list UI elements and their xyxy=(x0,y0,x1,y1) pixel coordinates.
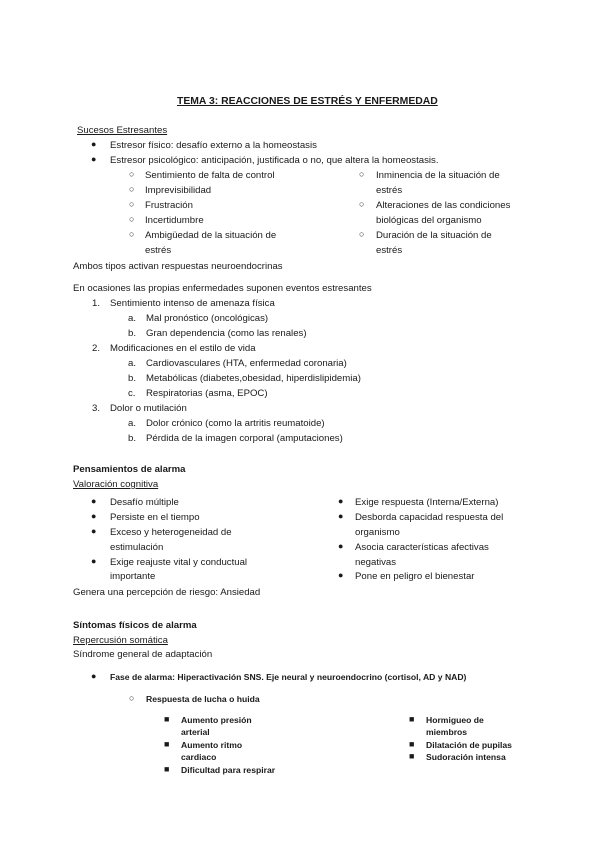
square-bullet-icon: ■ xyxy=(409,751,415,761)
circle-bullet-icon: ○ xyxy=(129,214,135,224)
paragraph: En ocasiones las propias enfermedades suponen eventos estresantes xyxy=(73,283,372,294)
circle-bullet-icon: ○ xyxy=(359,229,365,239)
bullet-icon: ● xyxy=(91,671,97,681)
subsection-heading: Repercusión somática xyxy=(73,635,168,646)
list-item: Sudoración intensa xyxy=(426,752,506,762)
list-letter: c. xyxy=(128,388,136,399)
list-item-continuation: estrés xyxy=(376,185,403,196)
lettered-item: Pérdida de la imagen corporal (amputaciones) xyxy=(146,433,343,444)
list-item-continuation: miembros xyxy=(426,727,468,737)
bullet-icon: ● xyxy=(91,526,97,536)
lettered-item: Metabólicas (diabetes,obesidad, hiperdislipidemia) xyxy=(146,373,361,384)
paragraph: Ambos tipos activan respuestas neuroendocrinas xyxy=(73,261,283,272)
list-item: Dificultad para respirar xyxy=(181,765,276,775)
list-item-continuation: organismo xyxy=(355,527,400,538)
list-item: Aumento ritmo xyxy=(181,740,243,750)
list-item-continuation: arterial xyxy=(181,727,210,737)
list-item: Fase de alarma: Hiperactivación SNS. Eje neural y neuroendocrino (cortisol, AD y NAD) xyxy=(110,672,467,682)
section-heading-sucesos: Sucesos Estresantes xyxy=(77,125,168,136)
circle-bullet-icon: ○ xyxy=(359,199,365,209)
lettered-item: Cardiovasculares (HTA, enfermedad coronaria) xyxy=(146,358,347,369)
list-item: Dilatación de pupilas xyxy=(426,740,512,750)
square-bullet-icon: ■ xyxy=(164,714,170,724)
list-number: 2. xyxy=(92,343,101,354)
bullet-icon: ● xyxy=(91,511,97,521)
circle-bullet-icon: ○ xyxy=(129,693,135,703)
list-item: Respuesta de lucha o huida xyxy=(146,694,260,704)
list-item: Inminencia de la situación de xyxy=(376,170,500,181)
numbered-item: Modificaciones en el estilo de vida xyxy=(110,343,256,354)
list-item: Pone en peligro el bienestar xyxy=(355,571,475,582)
section-heading-sintomas: Síntomas físicos de alarma xyxy=(73,620,197,631)
list-item: Exige reajuste vital y conductual xyxy=(110,557,248,568)
bullet-icon: ● xyxy=(338,541,344,551)
bullet-icon: ● xyxy=(338,511,344,521)
list-item: Alteraciones de las condiciones xyxy=(376,200,511,211)
numbered-item: Sentimiento intenso de amenaza física xyxy=(110,298,275,309)
list-item: Desborda capacidad respuesta del xyxy=(355,512,504,523)
list-item: Imprevisibilidad xyxy=(145,185,212,196)
list-item-continuation: negativas xyxy=(355,557,397,568)
lettered-item: Dolor crónico (como la artritis reumatoide) xyxy=(146,418,325,429)
circle-bullet-icon: ○ xyxy=(129,169,135,179)
lettered-item: Respiratorias (asma, EPOC) xyxy=(146,388,268,399)
list-item: Asocia características afectivas xyxy=(355,542,489,553)
lettered-item: Mal pronóstico (oncológicas) xyxy=(146,313,269,324)
list-item: Incertidumbre xyxy=(145,215,204,226)
list-number: 1. xyxy=(92,298,101,309)
list-item-continuation: cardiaco xyxy=(181,752,217,762)
list-item: Aumento presión xyxy=(181,715,252,725)
list-item: Hormigueo de xyxy=(426,715,484,725)
list-item-continuation: estrés xyxy=(376,245,403,256)
numbered-item: Dolor o mutilación xyxy=(110,403,187,414)
list-letter: b. xyxy=(128,373,137,384)
list-item: Persiste en el tiempo xyxy=(110,512,200,523)
page-title: TEMA 3: REACCIONES DE ESTRÉS Y ENFERMEDAD xyxy=(177,96,438,107)
list-item: Sentimiento de falta de control xyxy=(145,170,275,181)
bullet-icon: ● xyxy=(338,570,344,580)
list-letter: b. xyxy=(128,328,137,339)
bullet-icon: ● xyxy=(91,556,97,566)
list-item: Estresor psicológico: anticipación, justificada o no, que altera la homeostasis. xyxy=(110,155,439,166)
circle-bullet-icon: ○ xyxy=(129,199,135,209)
square-bullet-icon: ■ xyxy=(409,714,415,724)
list-number: 3. xyxy=(92,403,101,414)
list-item: Duración de la situación de xyxy=(376,230,492,241)
square-bullet-icon: ■ xyxy=(409,739,415,749)
list-item: Exceso y heterogeneidad de xyxy=(110,527,232,538)
list-letter: a. xyxy=(128,313,137,324)
list-item-continuation: estrés xyxy=(145,245,172,256)
bullet-icon: ● xyxy=(91,139,97,149)
list-letter: a. xyxy=(128,358,137,369)
square-bullet-icon: ■ xyxy=(164,764,170,774)
list-item: Estresor físico: desafío externo a la homeostasis xyxy=(110,140,317,151)
bullet-icon: ● xyxy=(91,496,97,506)
list-item: Exige respuesta (Interna/Externa) xyxy=(355,497,499,508)
paragraph: Síndrome general de adaptación xyxy=(73,649,213,660)
list-letter: b. xyxy=(128,433,137,444)
list-item: Ambigüedad de la situación de xyxy=(145,230,277,241)
circle-bullet-icon: ○ xyxy=(359,169,365,179)
square-bullet-icon: ■ xyxy=(164,739,170,749)
list-letter: a. xyxy=(128,418,137,429)
list-item-continuation: importante xyxy=(110,571,156,582)
bullet-icon: ● xyxy=(338,496,344,506)
circle-bullet-icon: ○ xyxy=(129,184,135,194)
list-item-continuation: estimulación xyxy=(110,542,164,553)
circle-bullet-icon: ○ xyxy=(129,229,135,239)
lettered-item: Gran dependencia (como las renales) xyxy=(146,328,307,339)
list-item: Frustración xyxy=(145,200,193,211)
section-heading-pensamientos: Pensamientos de alarma xyxy=(73,464,186,475)
bullet-icon: ● xyxy=(91,154,97,164)
list-item-continuation: biológicas del organismo xyxy=(376,215,482,226)
paragraph: Genera una percepción de riesgo: Ansiedad xyxy=(73,587,261,598)
list-item: Desafío múltiple xyxy=(110,497,179,508)
subsection-heading: Valoración cognitiva xyxy=(73,479,159,490)
